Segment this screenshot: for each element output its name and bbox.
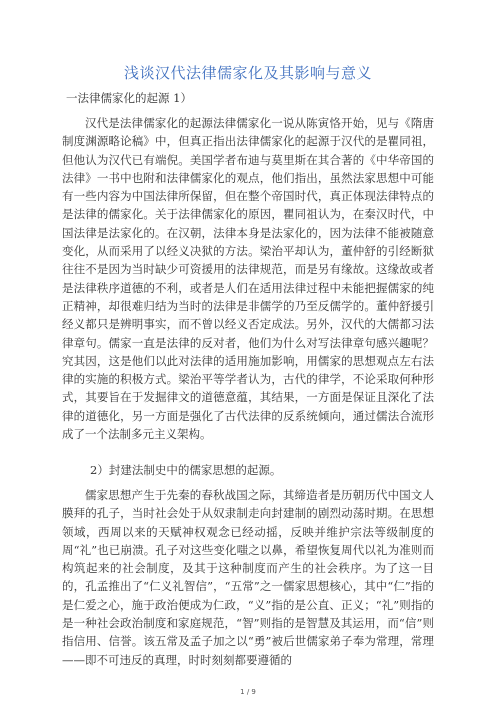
section-1-heading: 一法律儒家化的起源 1） [66, 91, 192, 105]
page-number: 1 / 9 [240, 688, 256, 696]
paragraph-2: 儒家思想产生于先秦的春秋战国之际，其缔造者是历朝历代中国文人膜拜的孔子，当时社会处于从奴隶制走向封建制的剧烈动荡时期。在思想领域，西周以来的天赋神权观念已经动摇，反映并维护宗法等级制度的周“礼”也已崩溃。孔子对这些变化嗤之以鼻，希望恢复周代以礼为准则而构筑起来的社会制度，及其于这种制度而产生的社会秩序。为了这一目的，孔孟推出了“仁义礼智信”，“五常”之一儒家思想核心，其中“仁”指的是仁爱之心，施于政治便成为仁政，“义”指的是公直、正义；“礼”则指的是一种社会政治制度和家庭规范，“智”则指的是智慧及其运用，而“信”则指信用、信誉。该五常及孟子加之以“勇”被后世儒家弟子奉为常理，常理——即不可违反的真理，时时刻刻都要遵循的 [62, 488, 434, 667]
paragraph-1: 汉代是法律儒家化的起源法律儒家化一说从陈寅恪开始，见与《隋唐制度渊源略论稿》中，但真正指出法律儒家化的起源于汉代的是瞿同祖，但他认为汉代已有端倪。美国学者布迪与莫里斯在其合著的《中华帝国的法律》一书中也附和法律儒家化的观点，他们指出，虽然法家思想中可能有一些内容为中国法律所保留，但在整个帝国时代，真正体现法律特点的是法律的儒家化。关于法律儒家化的原因，瞿同祖认为，在秦汉时代，中国法律是法家化的。在汉朝，法律本身是法家化的，因为法律不能被随意变化，从而采用了以经义决狱的方法。梁治平却认为，董仲舒的引经断狱往往不是因为当时缺少可资援用的法律规范，而是另有缘故。这缘故或者是法律秩序道德的不利，或者是人们在适用法律过程中未能把握儒家的纯正精神，却很难归结为当时的法律是非儒学的乃至反儒学的。董仲舒援引经义都只是辨明事实，而不曾以经义否定成法。另外，汉代的大儒都习法律章句。儒家一直是法律的反对者，他们为什么对写法律章句感兴趣呢？究其因，这是他们以此对法律的适用施加影响，用儒家的思想观点左右法律的实施的积极方式。梁治平等学者认为，古代的律学，不论采取何种形式，其要旨在于发掘律文的道德意蕴，其结果，一方面是保证且深化了法律的道德化，另一方面是强化了古代法律的反系统倾向，通过儒法合流形成了一个法制多元主义架构。 [62, 116, 434, 442]
document-title: 浅谈汉代法律儒家化及其影响与意义 [123, 64, 372, 82]
section-2-heading: 2）封建法制史中的儒家思想的起源。 [90, 463, 282, 477]
